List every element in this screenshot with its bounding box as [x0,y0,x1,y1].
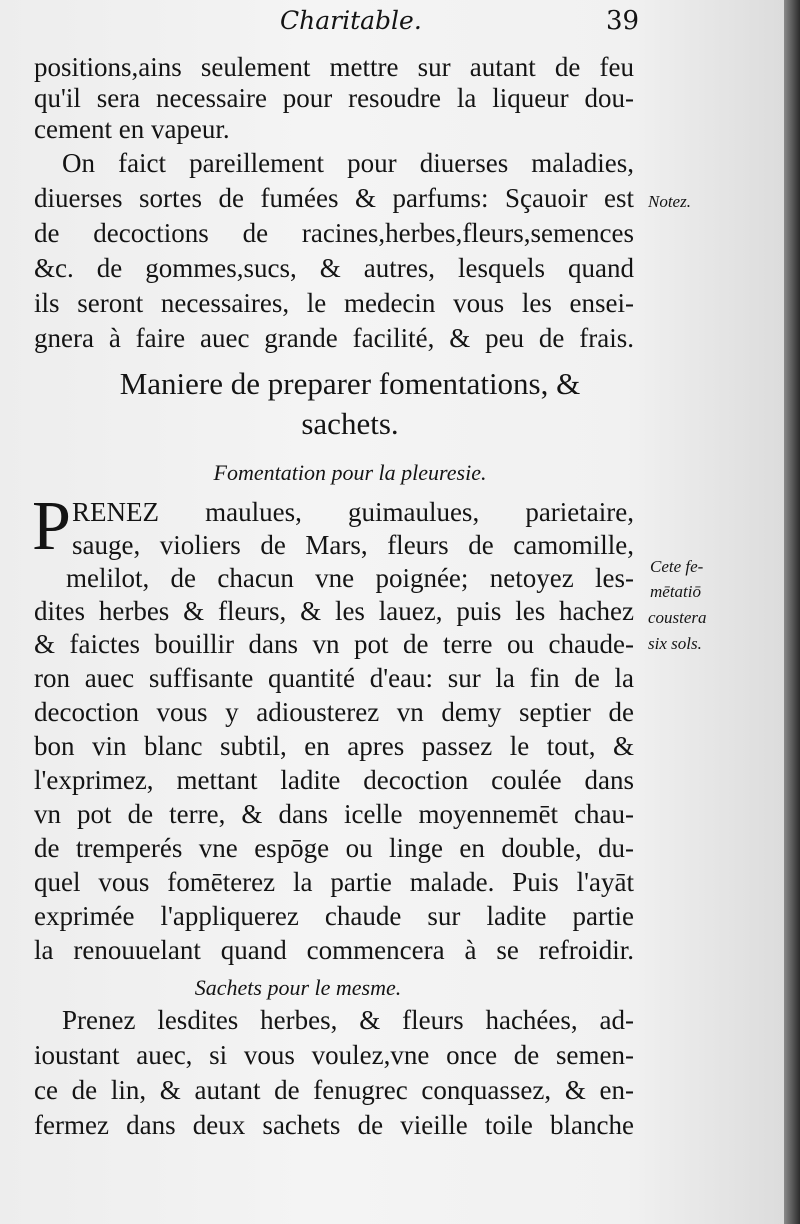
text-line: Prenez lesdites herbes, & fleurs hachées, ad- [62,1005,634,1035]
text-line: la renouuelant quand commencera à se refroidir. [34,935,634,965]
text-line: diuerses sortes de fumées & parfums: Sçauoir est [34,183,634,213]
text-line: ils seront necessaires, le medecin vous les ensei- [34,288,634,318]
text-line: &c. de gommes,sucs, & autres, lesquels quand [34,253,634,283]
text-line: positions,ains seulement mettre sur autant de feu [34,52,634,82]
text-line: de tremperés vne espōge ou linge en double, du- [34,833,634,863]
text-line: On faict pareillement pour diuerses maladies, [62,148,634,178]
running-head [0,4,784,38]
drop-cap: P [32,488,71,565]
text-line: ioustant auec, si vous voulez,vne once de semen- [34,1040,634,1070]
margin-note: coustera [648,608,707,627]
text-line: decoction vous y adiousterez vn demy septier de [34,697,634,727]
text-line: bon vin blanc subtil, en apres passez le tout, & [34,731,634,761]
text-line: ce de lin, & autant de fenugrec conquassez, & en- [34,1075,634,1105]
subtitle: Sachets pour le mesme. [194,975,402,1000]
text-line: l'exprimez, mettant ladite decoction coulée dans [34,765,634,795]
text-line: exprimée l'appliquerez chaude sur ladite partie [34,901,634,931]
text-line: ron auec suffisante quantité d'eau: sur la fin de la [34,663,634,693]
text-line: dites herbes & fleurs, & les lauez, puis les hachez [34,596,634,626]
text-line: qu'il sera necessaire pour resoudre la liqueur dou- [34,83,634,113]
text-line: RENEZ maulues, guimaulues, parietaire, [72,497,634,527]
text-line: de decoctions de racines,herbes,fleurs,semences [34,218,634,248]
page-number: 39 [606,6,640,36]
margin-note: Notez. [648,192,691,211]
text-line: vn pot de terre, & dans icelle moyennemēt chau- [34,799,634,829]
margin-note: mētatiō [650,582,701,601]
margin-note: six sols. [648,634,702,653]
text-line: sauge, violiers de Mars, fleurs de camomille, [72,530,634,560]
text-line: quel vous fomēterez la partie malade. Puis l'ayāt [34,867,634,897]
section-title-line: sachets. [301,406,399,441]
text-line: cement en vapeur. [34,114,230,144]
subtitle: Fomentation pour la pleuresie. [213,460,487,485]
text-line: fermez dans deux sachets de vieille toile blanche [34,1110,634,1140]
text-line: melilot, de chacun vne poignée; netoyez les- [66,563,634,593]
running-title: Charitable. [280,6,422,35]
margin-note: Cete fe- [650,557,704,576]
section-title-line: Maniere de preparer fomentations, & [119,366,581,401]
text-line: gnera à faire auec grande facilité, & peu de frais. [34,323,634,353]
book-spine [784,0,800,1224]
text-line: & faictes bouillir dans vn pot de terre ou chaude- [34,629,634,659]
